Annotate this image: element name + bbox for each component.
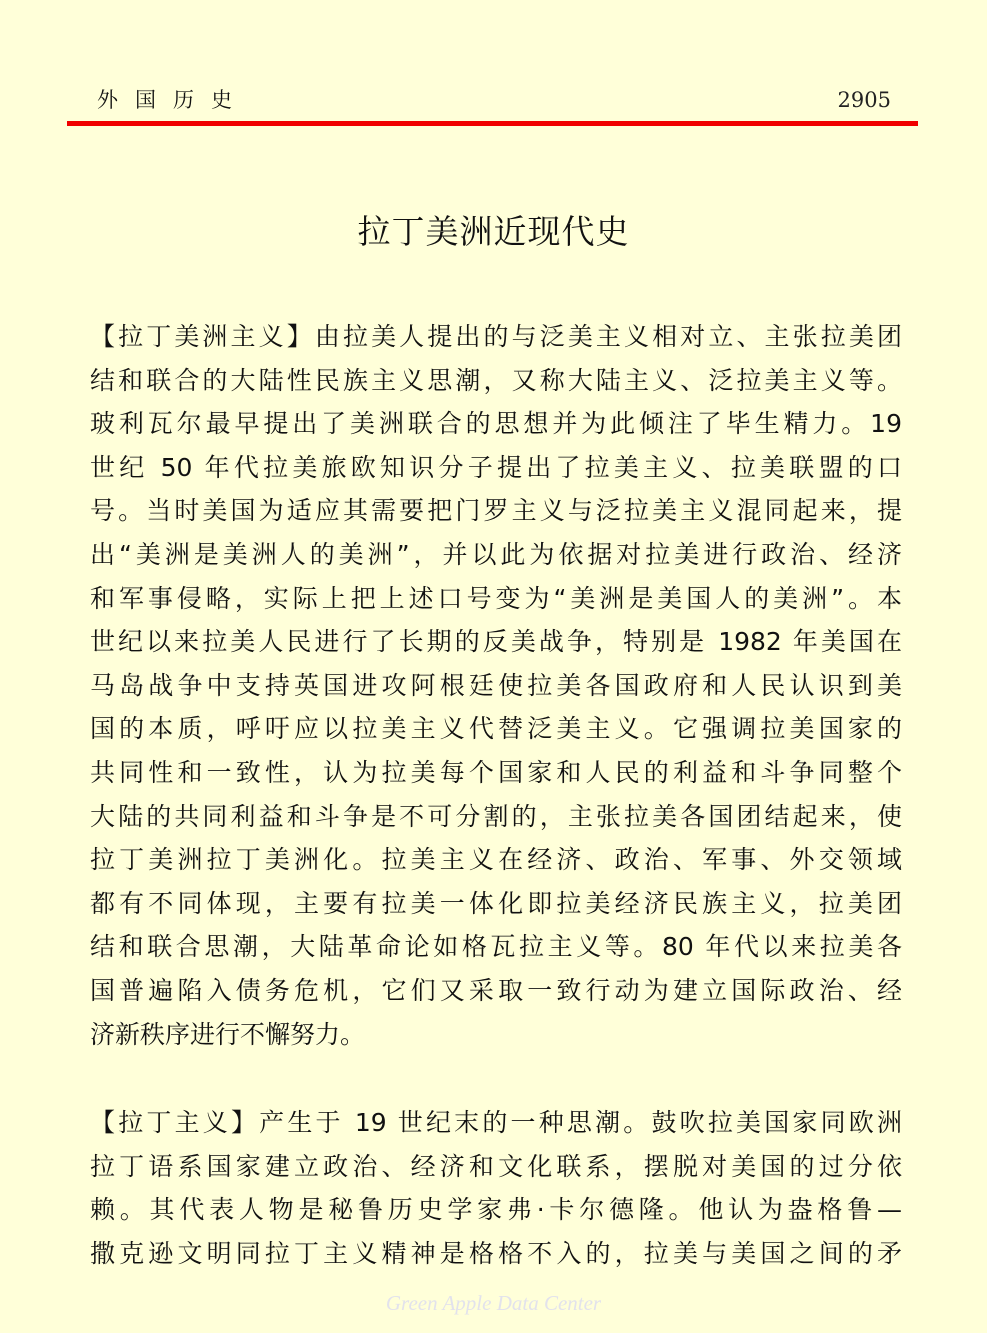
text-line: 结和联合思潮，大陆革命论如格瓦拉主义等。80 年代以来拉美各 bbox=[90, 932, 902, 962]
watermark: Green Apple Data Center bbox=[385, 1291, 602, 1315]
page-number: 2905 bbox=[837, 88, 891, 112]
text-line: 结和联合的大陆性民族主义思潮，又称大陆主义、泛拉美主义等。 bbox=[90, 365, 902, 395]
chapter-title: 拉丁美洲近现代史 bbox=[357, 212, 630, 251]
text-line: 号。当时美国为适应其需要把门罗主义与泛拉美主义混同起来，提 bbox=[90, 496, 902, 526]
text-line: 【拉丁美洲主义】由拉美人提出的与泛美主义相对立、主张拉美团 bbox=[90, 322, 902, 351]
text-line: 马岛战争中支持英国进攻阿根廷使拉美各国政府和人民认识到美 bbox=[90, 670, 902, 700]
text-line: 都有不同体现，主要有拉美一体化即拉美经济民族主义，拉美团 bbox=[90, 888, 902, 918]
text-line: 世纪 50 年代拉美旅欧知识分子提出了拉美主义、拉美联盟的口 bbox=[90, 452, 902, 482]
text-line: 玻利瓦尔最早提出了美洲联合的思想并为此倾注了毕生精力。19 bbox=[90, 409, 902, 439]
entry-latinism bbox=[90, 1101, 902, 1275]
text-line: 出“美洲是美洲人的美洲”，并以此为依据对拉美进行政治、经济 bbox=[90, 539, 902, 569]
header-rule bbox=[67, 121, 918, 126]
running-header-section: 外国历史 bbox=[97, 88, 249, 112]
text-line: 拉丁美洲拉丁美洲化。拉美主义在经济、政治、军事、外交领域 bbox=[90, 845, 902, 875]
text-line: 国的本质，呼吁应以拉美主义代替泛美主义。它强调拉美国家的 bbox=[90, 714, 902, 744]
text-line: 世纪以来拉美人民进行了长期的反美战争，特别是 1982 年美国在 bbox=[90, 627, 902, 657]
text-line: 撒克逊文明同拉丁主义精神是格格不入的，拉美与美国之间的矛 bbox=[90, 1238, 902, 1268]
text-line: 共同性和一致性，认为拉美每个国家和人民的利益和斗争同整个 bbox=[90, 757, 902, 787]
text-line: 大陆的共同利益和斗争是不可分割的，主张拉美各国团结起来，使 bbox=[90, 801, 902, 831]
text-line: 国普遍陷入债务危机，它们又采取一致行动为建立国际政治、经 bbox=[90, 975, 902, 1005]
text-line: 【拉丁主义】产生于 19 世纪末的一种思潮。鼓吹拉美国家同欧洲 bbox=[90, 1108, 902, 1137]
text-line: 拉丁语系国家建立政治、经济和文化联系，摆脱对美国的过分依 bbox=[90, 1151, 902, 1181]
text-line: 和军事侵略，实际上把上述口号变为“美洲是美国人的美洲”。本 bbox=[90, 583, 902, 613]
text-line: 赖。其代表人物是秘鲁历史学家弗·卡尔德隆。他认为盎格鲁— bbox=[90, 1195, 902, 1225]
text-line: 济新秩序进行不懈努力。 bbox=[90, 1019, 366, 1049]
entry-latin-americanism bbox=[90, 315, 902, 1056]
